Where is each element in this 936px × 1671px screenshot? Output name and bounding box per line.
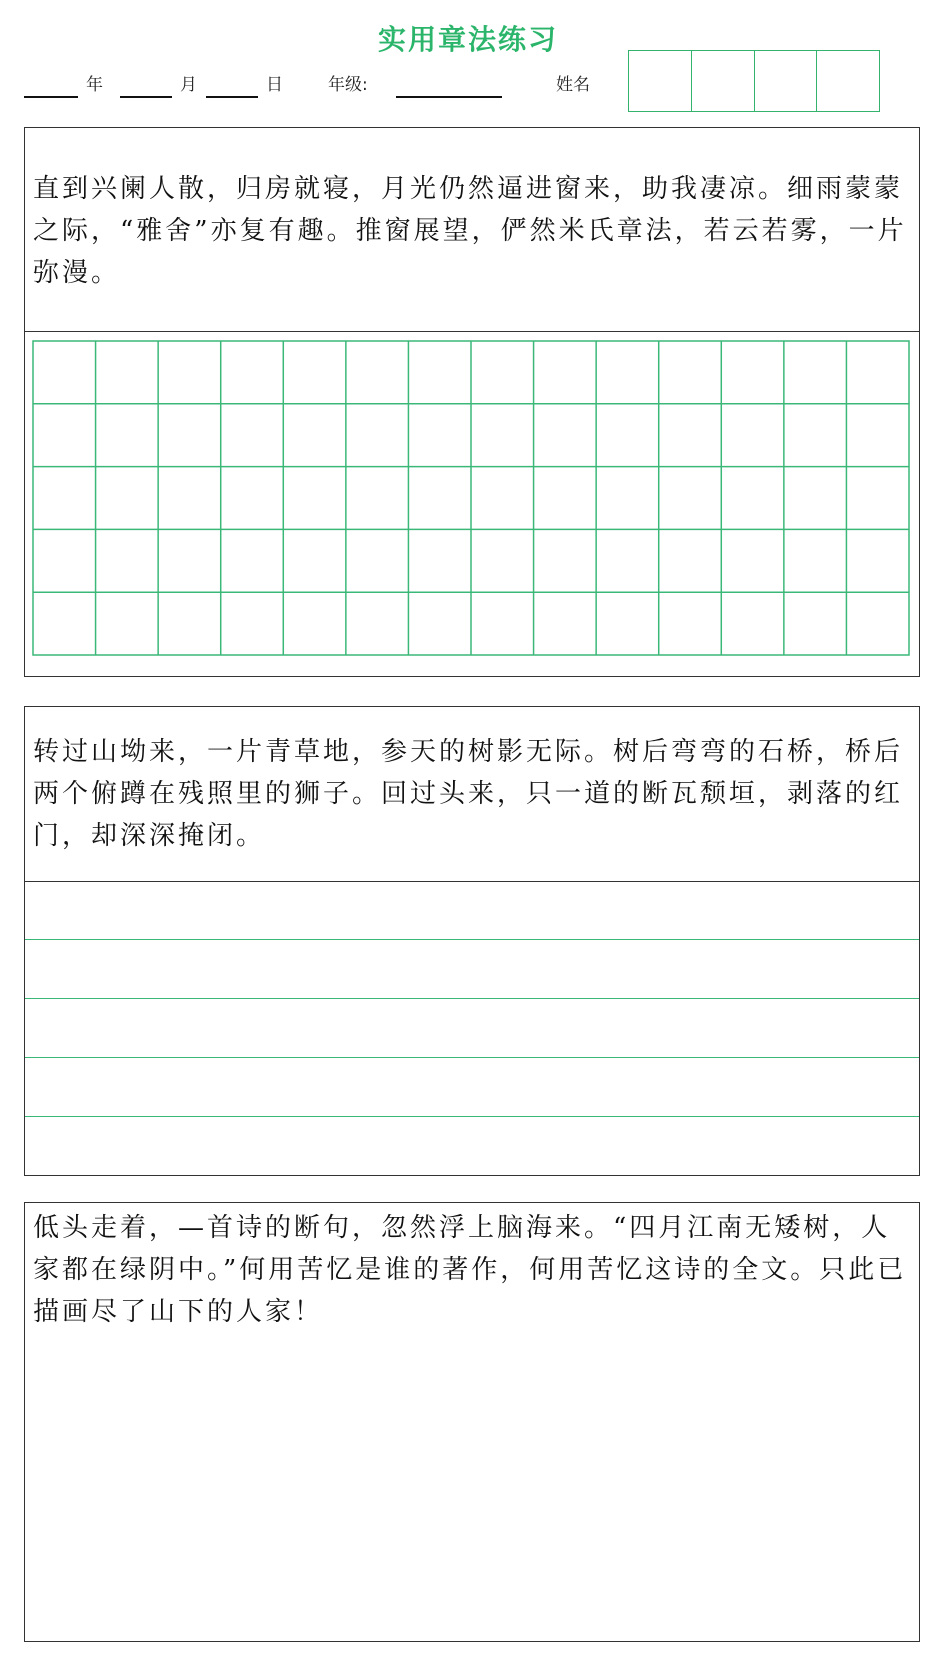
ruled-line[interactable] [25, 939, 919, 940]
section-1-divider [25, 331, 919, 332]
section-2-passage: 转过山坳来，一片青草地，参天的树影无际。树后弯弯的石桥，桥后两个俯蹲在残照里的狮子。回过头来，只一道的断瓦颓垣，剥落的红门，却深深掩闭。 [33, 737, 904, 851]
name-box[interactable] [628, 50, 880, 112]
name-cell[interactable] [755, 51, 818, 111]
character-grid[interactable] [32, 340, 910, 656]
grade-label: 年级: [328, 75, 368, 95]
month-blank[interactable] [120, 96, 172, 98]
year-label: 年 [86, 75, 103, 95]
section-3-panel[interactable] [24, 1202, 920, 1642]
grade-blank[interactable] [396, 96, 502, 98]
month-label: 月 [180, 75, 197, 95]
name-cell[interactable] [692, 51, 755, 111]
ruled-line[interactable] [25, 1057, 919, 1058]
section-2-panel [24, 706, 920, 1176]
page-title: 实用章法练习 [377, 23, 558, 56]
section-3-passage: 低头走着，—首诗的断句，忽然浮上脑海来。“四月江南无矮树，人家都在绿阴中。”何用苦忆是谁的著作，何用苦忆这诗的全文。只此已描画尽了山下的人家！ [33, 1213, 907, 1327]
section-1-passage: 直到兴阑人散，归房就寝，月光仍然逼进窗来，助我凄凉。细雨蒙蒙之际，“雅舍”亦复有趣。推窗展望，俨然米氏章法，若云若雾，一片弥漫。 [33, 174, 907, 288]
ruled-line[interactable] [25, 998, 919, 999]
name-label: 姓名 [556, 75, 590, 95]
year-blank[interactable] [24, 96, 78, 98]
section-2-divider [25, 881, 919, 882]
day-label: 日 [266, 75, 283, 95]
day-blank[interactable] [206, 96, 258, 98]
name-cell[interactable] [629, 51, 692, 111]
name-cell[interactable] [817, 51, 879, 111]
ruled-line[interactable] [25, 1116, 919, 1117]
